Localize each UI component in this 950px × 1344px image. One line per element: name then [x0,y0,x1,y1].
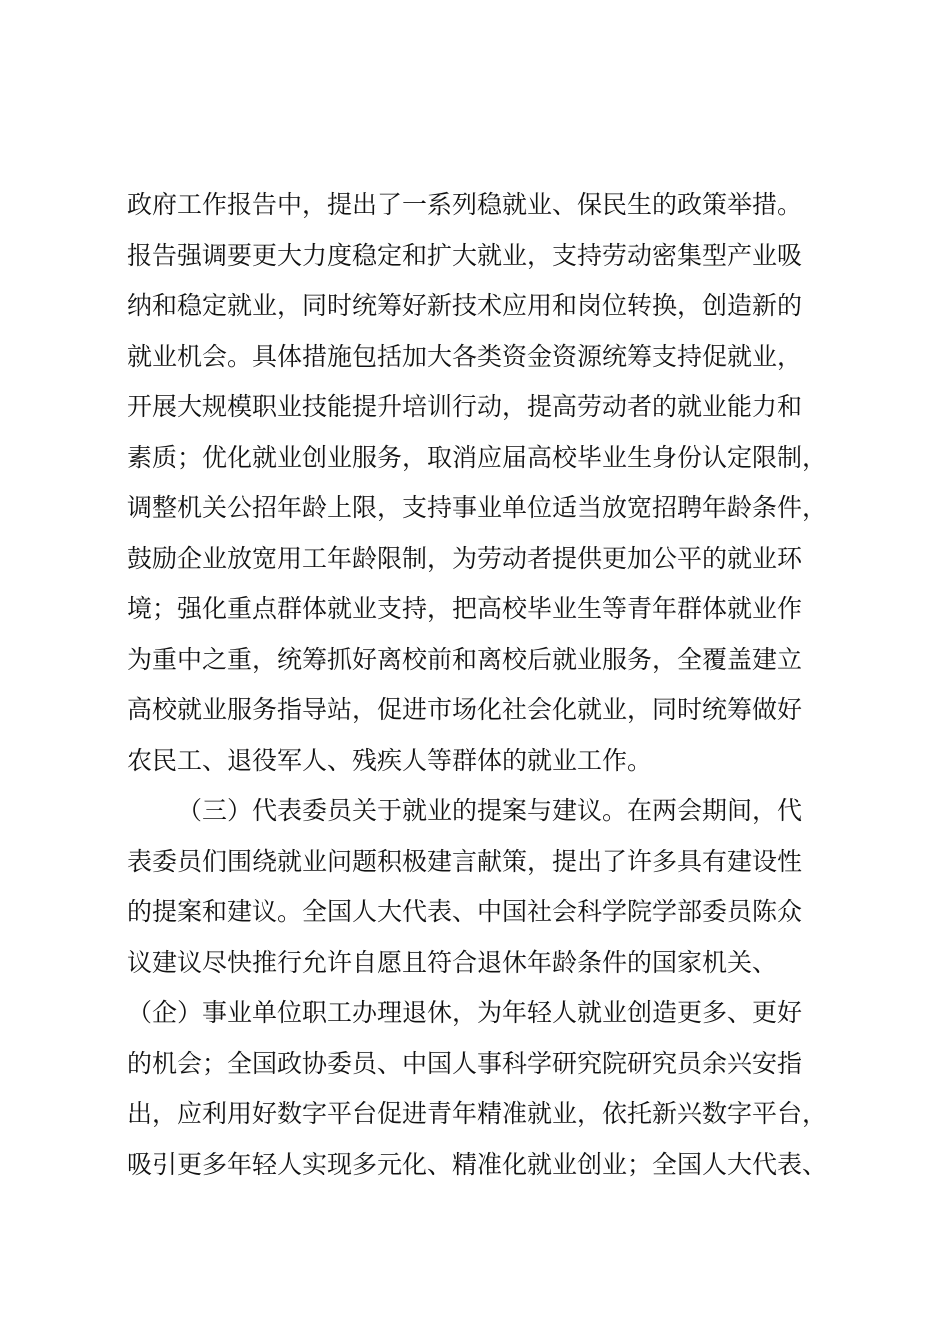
text-line: 调整机关公招年龄上限，支持事业单位适当放宽招聘年龄条件， [127,493,828,522]
text-line: 开展大规模职业技能提升培训行动，提高劳动者的就业能力和 [127,392,803,421]
text-line: 高校就业服务指导站，促进市场化社会化就业，同时统筹做好 [127,695,803,724]
text-line: 议建议尽快推行允许自愿且符合退休年龄条件的国家机关、 [127,947,778,977]
text-line: 表委员们围绕就业问题积极建言献策，提出了许多具有建设性 [127,846,803,876]
body-text [127,180,867,1190]
text-line: 就业机会。具体措施包括加大各类资金资源统筹支持促就业， [127,341,803,371]
text-line: 报告强调要更大力度稳定和扩大就业，支持劳动密集型产业吸 [127,240,803,270]
text-line: 境；强化重点群体就业支持，把高校毕业生等青年群体就业作 [127,594,803,623]
section-heading-line: （三）代表委员关于就业的提案与建议。在两会期间，代 [177,796,803,825]
text-line: 的提案和建议。全国人大代表、中国社会科学院学部委员陈众 [127,897,803,926]
text-line: 农民工、退役军人、残疾人等群体的就业工作。 [127,745,653,775]
text-line: 为重中之重，统筹抓好离校前和离校后就业服务，全覆盖建立 [127,644,803,674]
text-line: 的机会；全国政协委员、中国人事科学研究院研究员余兴安指 [127,1048,803,1078]
text-line: 鼓励企业放宽用工年龄限制，为劳动者提供更加公平的就业环 [127,543,803,573]
text-line: 纳和稳定就业，同时统筹好新技术应用和岗位转换，创造新的 [127,291,803,320]
text-line: 出，应利用好数字平台促进青年精准就业，依托新兴数字平台， [127,1099,828,1128]
text-line: （企）事业单位职工办理退休，为年轻人就业创造更多、更好 [127,998,803,1027]
text-line: 政府工作报告中，提出了一系列稳就业、保民生的政策举措。 [127,190,803,219]
text-line: 素质；优化就业创业服务，取消应届高校毕业生身份认定限制， [127,442,828,472]
text-line: 吸引更多年轻人实现多元化、精准化就业创业；全国人大代表、 [127,1149,828,1179]
